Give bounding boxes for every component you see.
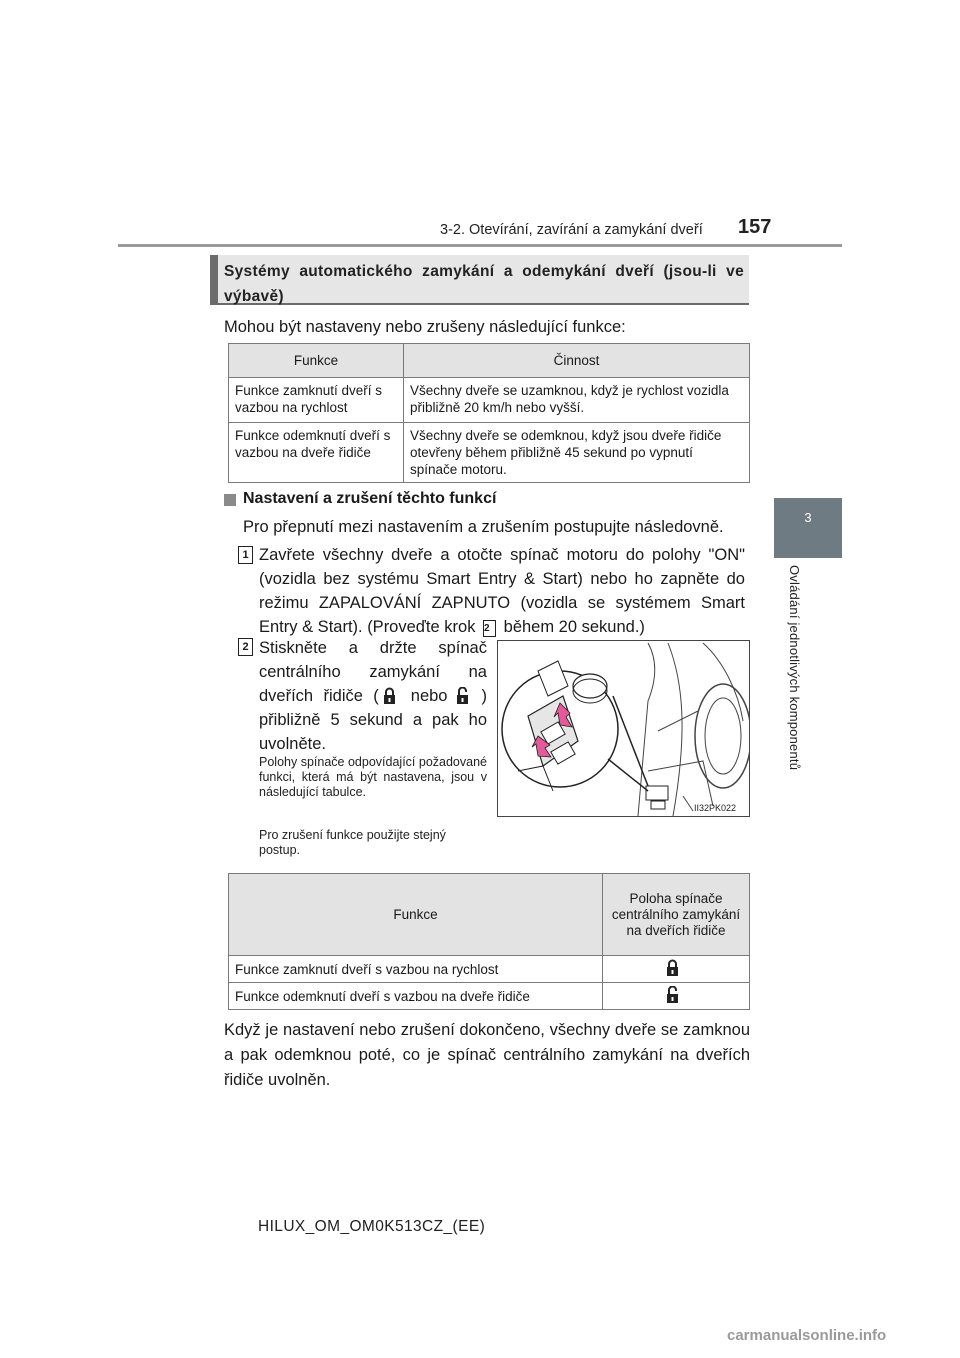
step-2-note: Polohy spínače odpovídající požadované funkci, která má být nastavena, jsou v následující tabulce.	[259, 755, 487, 799]
door-switch-drawing	[498, 641, 749, 816]
step-2-text-part: ) přibližně 5 sekund a pak ho uvolněte.	[259, 687, 487, 753]
chapter-tab-number: 3	[804, 510, 812, 525]
table-row	[229, 423, 750, 483]
section-title: Systémy automatického zamykání a odemykání dveří (jsou-li ve výbavě)	[224, 263, 744, 305]
table-cell-icon	[603, 956, 750, 983]
chapter-tab-title: Ovládání jednotlivých komponentů	[787, 565, 802, 771]
running-header-section: 3-2. Otevírání, zavírání a zamykání dveří	[440, 222, 703, 238]
chapter-tab	[774, 498, 842, 558]
table-cell-icon	[603, 983, 750, 1010]
table-cell-action: Všechny dveře se odemknou, když jsou dveře řidiče otevřeny během přibližně 45 sekund po vypnutí spínače motoru.	[404, 423, 750, 483]
subsection-title: Nastavení a zrušení těchto funkcí	[243, 490, 497, 507]
functions-table	[228, 343, 750, 483]
bullet-square-icon	[224, 494, 236, 506]
table-header-action: Činnost	[404, 344, 750, 378]
step-2-text-part: nebo	[410, 687, 448, 705]
table-cell-function: Funkce odemknutí dveří s vazbou na dveře řidiče	[229, 983, 603, 1010]
page-number: 157	[738, 216, 772, 238]
lock-open-icon	[456, 687, 478, 705]
header-rule	[118, 244, 842, 247]
table-row	[229, 956, 750, 983]
illustration-code: II32PK022	[694, 803, 737, 813]
step-2-note: Pro zrušení funkce použijte stejný postup.	[259, 828, 446, 857]
lock-closed-icon	[666, 959, 749, 980]
closing-paragraph: Když je nastavení nebo zrušení dokončeno, všechny dveře se zamknou a pak odemknou poté, co je spínač centrálního zamykání na dveřích řidiče uvolněn.	[224, 1021, 750, 1089]
table-header-function: Funkce	[229, 874, 603, 956]
lock-closed-icon	[383, 687, 405, 705]
subsection-intro: Pro přepnutí mezi nastavením a zrušením postupujte následovně.	[243, 518, 724, 536]
lock-open-icon	[666, 986, 749, 1007]
intro-text: Mohou být nastaveny nebo zrušeny následující funkce:	[224, 318, 626, 336]
step-1-text-part: Zavřete všechny dveře a otočte spínač motoru do polohy "ON" (vozidla bez systému Smart Entry & Start) nebo ho zapněte do režimu ZAPALOVÁNÍ ZAPNUTO (vozidla se systémem Smart Entry & Start). (Proveďte krok	[259, 546, 745, 636]
switch-position-table	[228, 873, 750, 1010]
step-2-text-part: Stiskněte a držte spínač centrálního zamykání na dveřích řidiče (	[259, 639, 487, 705]
table-cell-function: Funkce zamknutí dveří s vazbou na rychlost	[229, 956, 603, 983]
table-header-function: Funkce	[229, 344, 404, 378]
table-header-switch-position: Poloha spínače centrálního zamykání na dveřích řidiče	[603, 874, 750, 956]
table-row	[229, 983, 750, 1010]
document-code-footer: HILUX_OM_OM0K513CZ_(EE)	[258, 1218, 486, 1235]
step-1-text-part: během 20 sekund.)	[503, 618, 645, 636]
door-switch-illustration	[497, 640, 750, 817]
step-badge-2: 2	[238, 638, 253, 656]
table-cell-function: Funkce odemknutí dveří s vazbou na dveře řidiče	[229, 423, 404, 483]
step-2-text	[259, 636, 487, 756]
inline-step-badge: 2	[483, 620, 496, 637]
table-row	[229, 378, 750, 423]
table-cell-function: Funkce zamknutí dveří s vazbou na rychlost	[229, 378, 404, 423]
watermark: carmanualsonline.info	[727, 1327, 887, 1344]
step-badge-1: 1	[238, 546, 253, 564]
step-1-text	[259, 543, 745, 639]
table-cell-action: Všechny dveře se uzamknou, když je rychlost vozidla přibližně 20 km/h nebo vyšší.	[404, 378, 750, 423]
